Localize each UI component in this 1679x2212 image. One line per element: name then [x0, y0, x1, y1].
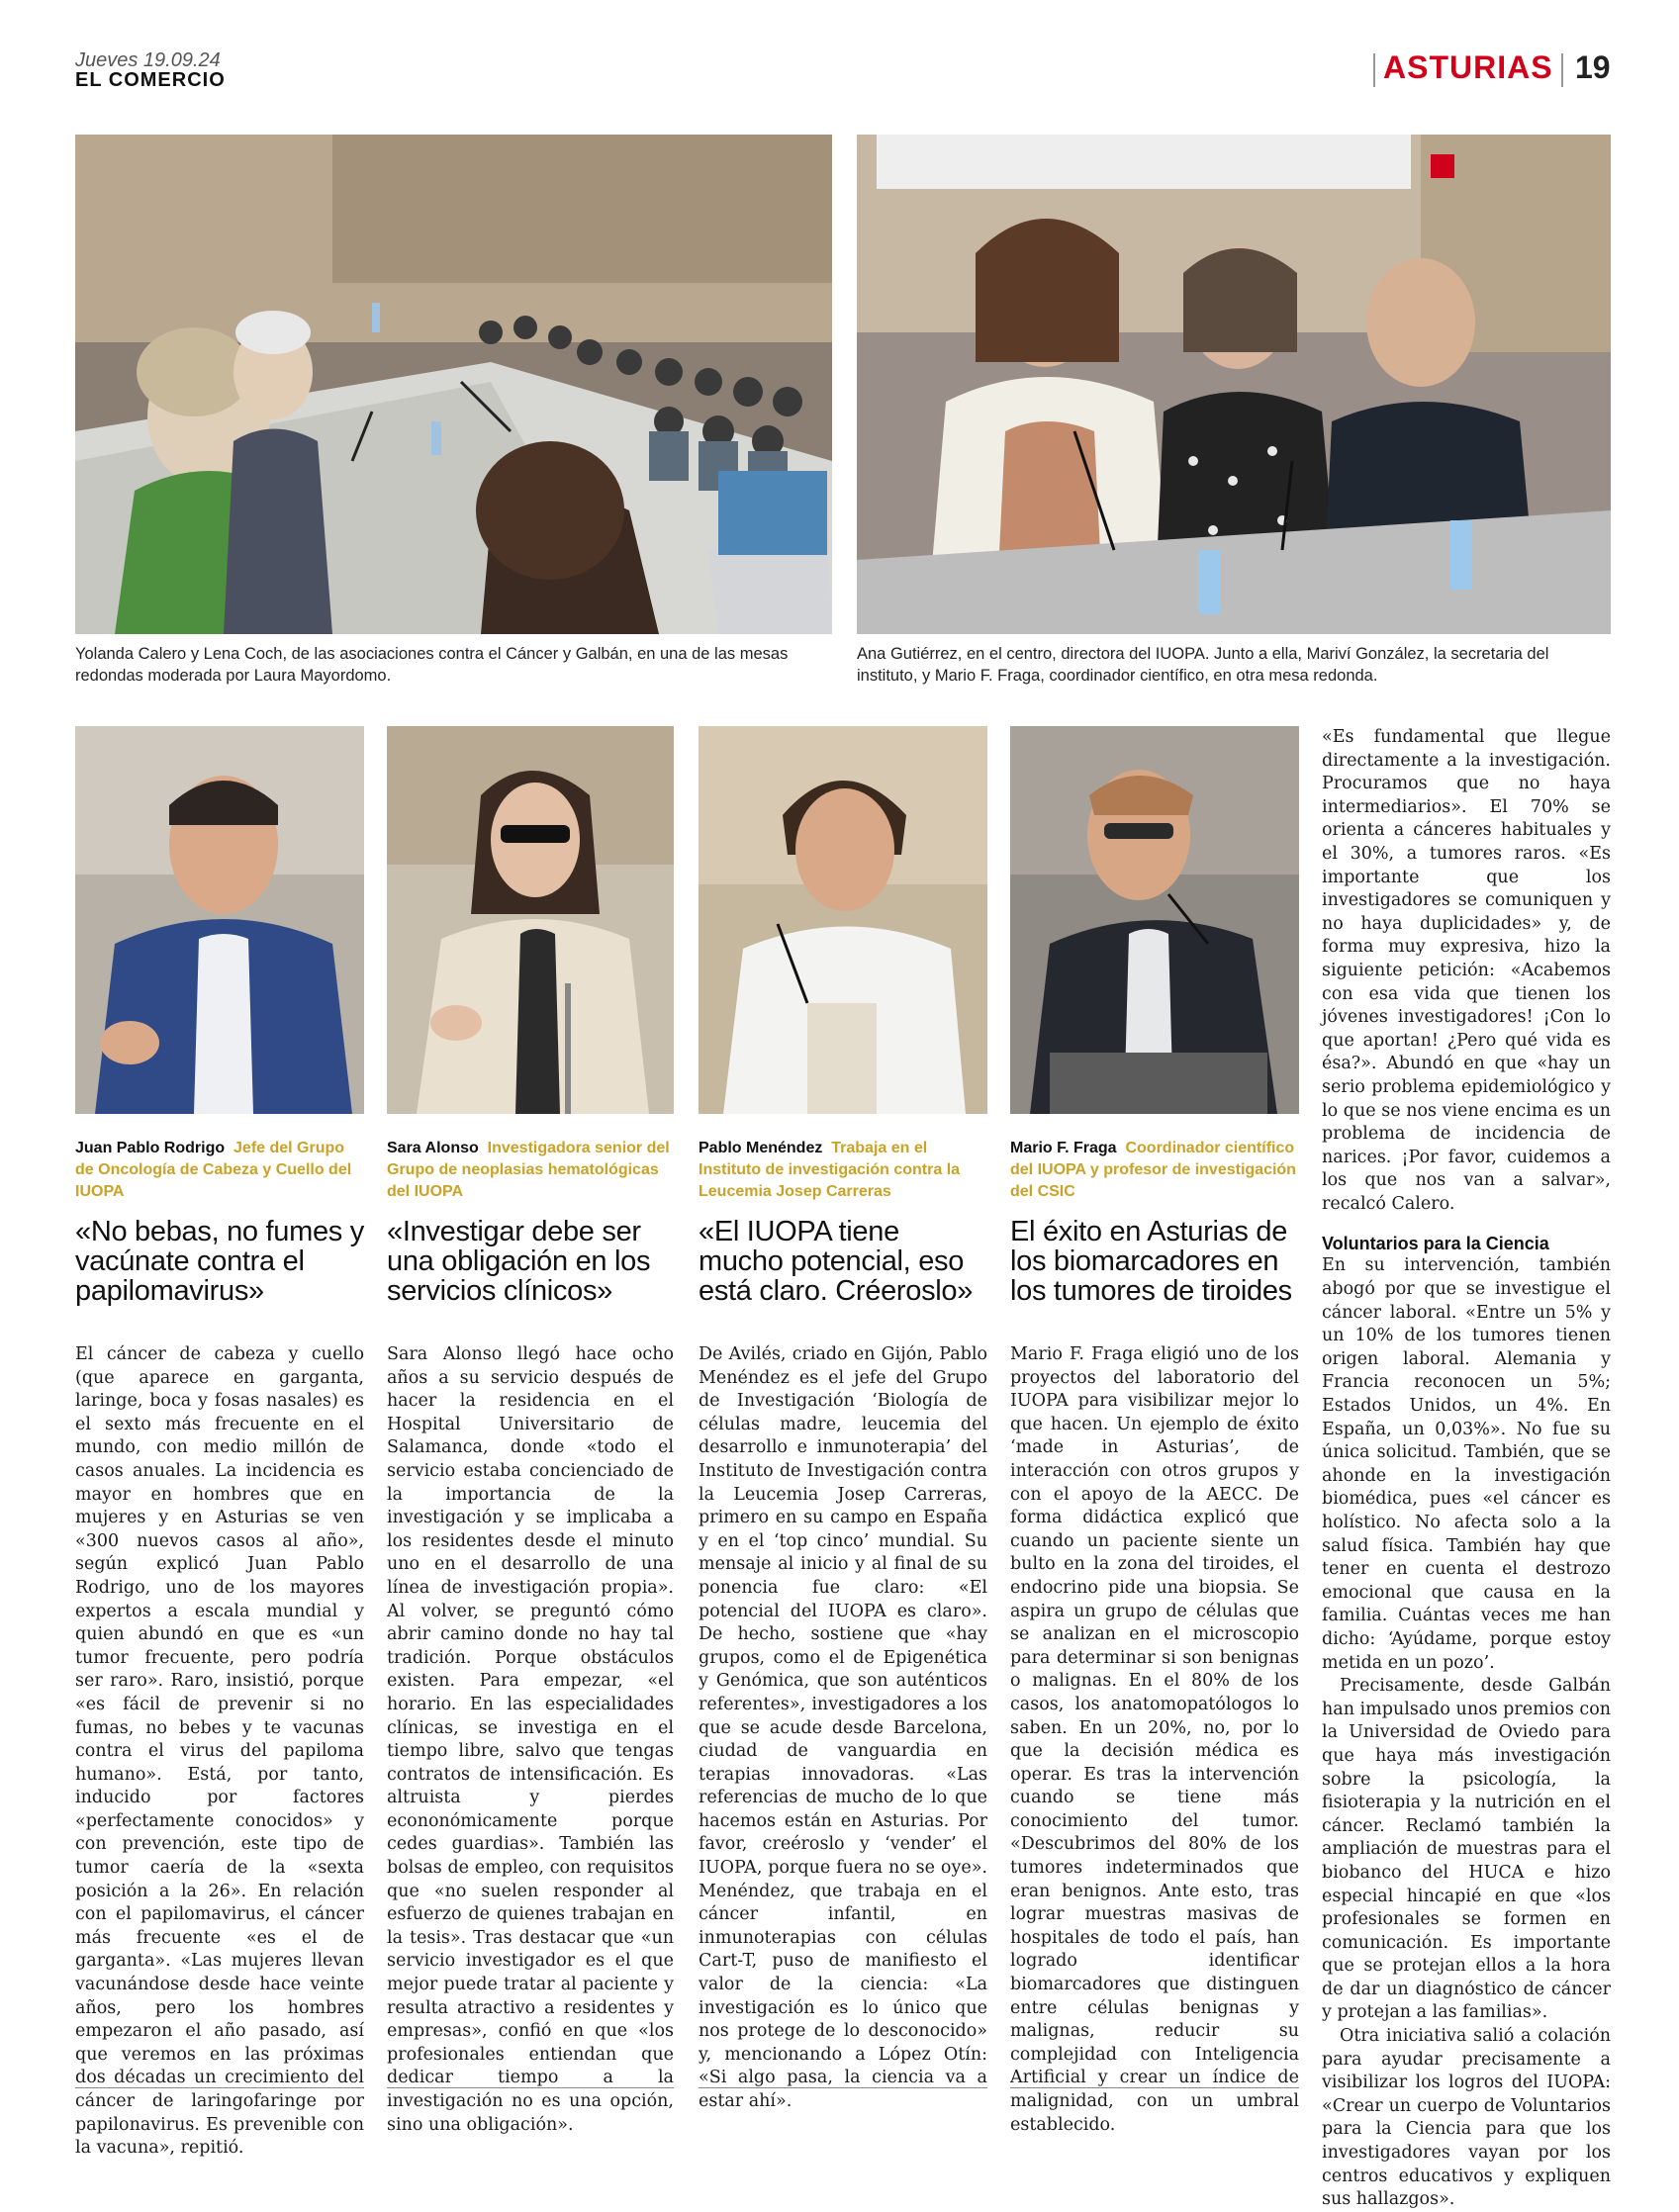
- right-column-paragraph-4: Otra iniciativa salió a colación para ayudar precisamente a visibilizar los logros del IUOPA: «Crear un cuerpo de Voluntarios para la Ciencia para que los investigadores vayan por los centros educativos y expliquen sus hallazgos».: [1322, 2026, 1611, 2210]
- byline-mario-f-fraga: [1010, 1138, 1299, 1203]
- person-role: Coordinador científico del IUOPA y profesor de investigación del CSIC: [1010, 1140, 1296, 1200]
- divider: [1373, 53, 1375, 87]
- article-body-sara-alonso: Sara Alonso llegó hace ocho años a su servicio después de hacer la residencia en el Hospital Universitario de Salamanca, donde «todo el servicio estaba concienciado de la importancia de la investigación y se implicaba a los residentes desde el minuto uno en el desarrollo de una línea de investigación propia». Al volver, se preguntó cómo abrir camino donde no hay tal tradición. Porque obstáculos existen. Para empezar, «el horario. En las especialidades clínicas, se investiga en el tiempo libre, salvo que tengas contratos de intensificación. Es altruista y pierdes econonómicamente porque cedes guardias». También las bolsas de empleo, con requisitos que «no suelen responder al esfuerzo de quienes trabajan en la tesis». Tras destacar que «un servicio investigador es el que mejor puede tratar al paciente y resulta atractivo a residentes y empresas», confió en que «los profesionales entiendan que dedicar tiempo a la investigación no es una opción, sino una obligación».: [387, 1344, 674, 2135]
- photo-caption-left: Yolanda Calero y Lena Coch, de las asociaciones contra el Cáncer y Galbán, en una de las mesas redondas moderada por Laura Mayordomo.: [75, 645, 789, 685]
- column-rule: [1010, 2087, 1299, 2088]
- person-name: Mario F. Fraga: [1010, 1140, 1117, 1156]
- photo-roundtable-left: [75, 135, 832, 634]
- section-title: ASTURIAS: [1383, 49, 1553, 85]
- photo-caption-right: Ana Gutiérrez, en el centro, directora del IUOPA. Junto a ella, Mariví González, la secretaria del instituto, y Mario F. Fraga, coordinador científico, en otra mesa redonda.: [857, 645, 1549, 685]
- photo-roundtable-right: [857, 135, 1611, 634]
- person-role: Jefe del Grupo de Oncología de Cabeza y Cuello del IUOPA: [75, 1140, 352, 1200]
- subhead-voluntarios: Voluntarios para la Ciencia: [1322, 1234, 1549, 1254]
- column-rule: [699, 2087, 987, 2088]
- article-body-mario-f-fraga: Mario F. Fraga eligió uno de los proyectos del laboratorio del IUOPA para visibilizar mejor lo que hacen. Un ejemplo de éxito ‘made in Asturias’, de interacción con otros grupos y con el apoyo de la AECC. De forma didáctica explicó que cuando un paciente siente un bulto en la zona del tiroides, el endocrino pide una biopsia. Se aspira un grupo de células que se analizan en el microscopio para determinar si son benignas o malignas. En el 80% de los casos, los anatomopatólogos lo saben. En un 20%, no, por lo que la decisión médica es operar. Es tras la intervención cuando se tiene más conocimiento del tumor. «Descubrimos del 80% de los tumores indeterminados que eran benignos. Ante esto, tras lograr muestras masivas de hospitales de todo el país, han logrado identificar biomarcadores que distinguen entre células benignas y malignas, reducir su complejidad con Inteligencia Artificial y crear un índice de malignidad, con un umbral establecido.: [1010, 1344, 1299, 2135]
- divider: [1561, 53, 1563, 87]
- portrait-pablo-menendez: [699, 726, 987, 1114]
- portrait-juan-pablo-rodrigo: [75, 726, 364, 1114]
- article-body-pablo-menendez: De Avilés, criado en Gijón, Pablo Menéndez es el jefe del Grupo de Investigación ‘Biología de células madre, leucemia del desarrollo e inmunoterapia’ del Instituto de Investigación contra la Leucemia Josep Carreras, primero en su campo en España y en el ‘top cinco’ mundial. Su mensaje al inicio y al final de su ponencia fue claro: «El potencial del IUOPA es claro». De hecho, sostiene que «hay grupos, como el de Epigenética y Genómica, que son auténticos referentes», investigadores a los que se acude desde Barcelona, ciudad de vanguardia en terapias innovadoras. «Las referencias de mucho de lo que hacemos están en Asturias. Por favor, creéroslo y ‘vender’ el IUOPA, porque fuera no se oye». Menéndez, que trabaja en el cáncer infantil, en inmunoterapias con células Cart-T, puso de manifiesto el valor de la ciencia: «La investigación es lo único que nos protege de lo desconocido» y, mencionando a López Otín: «Si algo pasa, la ciencia va a estar ahí».: [699, 1344, 987, 2111]
- column-rule: [387, 2087, 674, 2088]
- edition-date: Jueves 19.09.24: [75, 49, 221, 71]
- person-role: Trabaja en el Instituto de investigación contra la Leucemia Josep Carreras: [699, 1140, 961, 1200]
- headline-sara-alonso: «Investigar debe ser una obligación en los servicios clínicos»: [387, 1216, 651, 1307]
- article-body-juan-pablo-rodrigo: El cáncer de cabeza y cuello (que aparece en garganta, laringe, boca y fosas nasales) es el sexto más frecuente en el mundo, con medio millón de casos anuales. La incidencia es mayor en hombres que en mujeres y en Asturias se ven «300 nuevos casos al año», según explicó Juan Pablo Rodrigo, uno de los mayores expertos a escala mundial y quien abundó en que es «un tumor frecuente, pero podría ser raro». Raro, insistió, porque «es fácil de prevenir si no fumas, no bebes y te vacunas contra el virus del papiloma humano». Está, por tanto, inducido por factores «perfectamente conocidos» y con prevención, este tipo de tumor caería de la «sexta posición a la 26». En relación con el papilomavirus, el cáncer más frecuente «es el de garganta». «Las mujeres llevan vacunándose desde hace veinte años, pero los hombres empezaron el año pasado, así que veremos en las próximas dos décadas un crecimiento del cáncer de laringofaringe por papilonavirus. Es prevenible con la vacuna», repitió.: [75, 1344, 364, 2159]
- page-number: 19: [1575, 49, 1611, 85]
- portrait-mario-f-fraga: [1010, 726, 1299, 1114]
- headline-juan-pablo-rodrigo: «No bebas, no fumes y vacúnate contra el papilomavirus»: [75, 1216, 364, 1307]
- right-column-paragraph-3: Precisamente, desde Galbán han impulsado unos premios con la Universidad de Oviedo para que haya más investigación sobre la psicología, la fisioterapia y la nutrición en el cáncer. Reclamó también la ampliación de muestras para el biobanco del HUCA e hizo especial hincapié en que «los profesionales se formen en comunicación. Es importante que se protejan ellos a la hora de dar un diagnóstico de cáncer y protejan a las familias».: [1322, 1676, 1611, 2023]
- person-name: Pablo Menéndez: [699, 1140, 823, 1156]
- right-column-paragraph-2: En su intervención, también abogó por que se investigue el cáncer laboral. «Entre un 5% y un 10% de los tumores tienen origen laboral. Alemania y Francia reconocen un 5%; Estados Unidos, un 4%. En España, un 0,03%». No fue su única solicitud. También, que se ahonde en la investigación biomédica, pues «el cáncer es holístico. No afecta solo a la salud física. También hay que tener en cuenta el destrozo emocional que causa en la familia. Cuántas veces me han dicho: ‘Ayúdame, porque estoy metida en un pozo’.: [1322, 1255, 1611, 1673]
- byline-juan-pablo-rodrigo: [75, 1138, 364, 1203]
- person-name: Juan Pablo Rodrigo: [75, 1140, 226, 1156]
- portrait-sara-alonso: [387, 726, 674, 1114]
- person-role: Investigadora senior del Grupo de neoplasias hematológicas del IUOPA: [387, 1140, 670, 1200]
- person-name: Sara Alonso: [387, 1140, 479, 1156]
- headline-mario-f-fraga: El éxito en Asturias de los biomarcadores en los tumores de tiroides: [1010, 1216, 1292, 1307]
- right-column-paragraph-1: «Es fundamental que llegue directamente a la investigación. Procuramos que no haya intermediarios». El 70% se orienta a cánceres habituales y el 30%, a tumores raros. «Es importante que los investigadores se comuniquen y no haya duplicidades» y, de forma muy expresiva, hizo la siguiente petición: «Acabemos con esa vida que tienen los jóvenes investigadores! ¡Con lo que aportan! ¿Pero qué vida es ésa?». Abundó en que «hay un serio problema epidemiológico y lo que se nos viene encima es un problema de incidencia de narices. ¡Por favor, cuidemos a los que nos van a salvar», recalcó Calero.: [1322, 727, 1611, 1214]
- byline-sara-alonso: [387, 1138, 674, 1203]
- byline-pablo-menendez: [699, 1138, 987, 1203]
- column-rule: [75, 2087, 364, 2088]
- headline-pablo-menendez: «El IUOPA tiene mucho potencial, eso está claro. Créeroslo»: [699, 1216, 974, 1307]
- newspaper-name: EL COMERCIO: [75, 69, 226, 91]
- right-column: [1322, 726, 1611, 2212]
